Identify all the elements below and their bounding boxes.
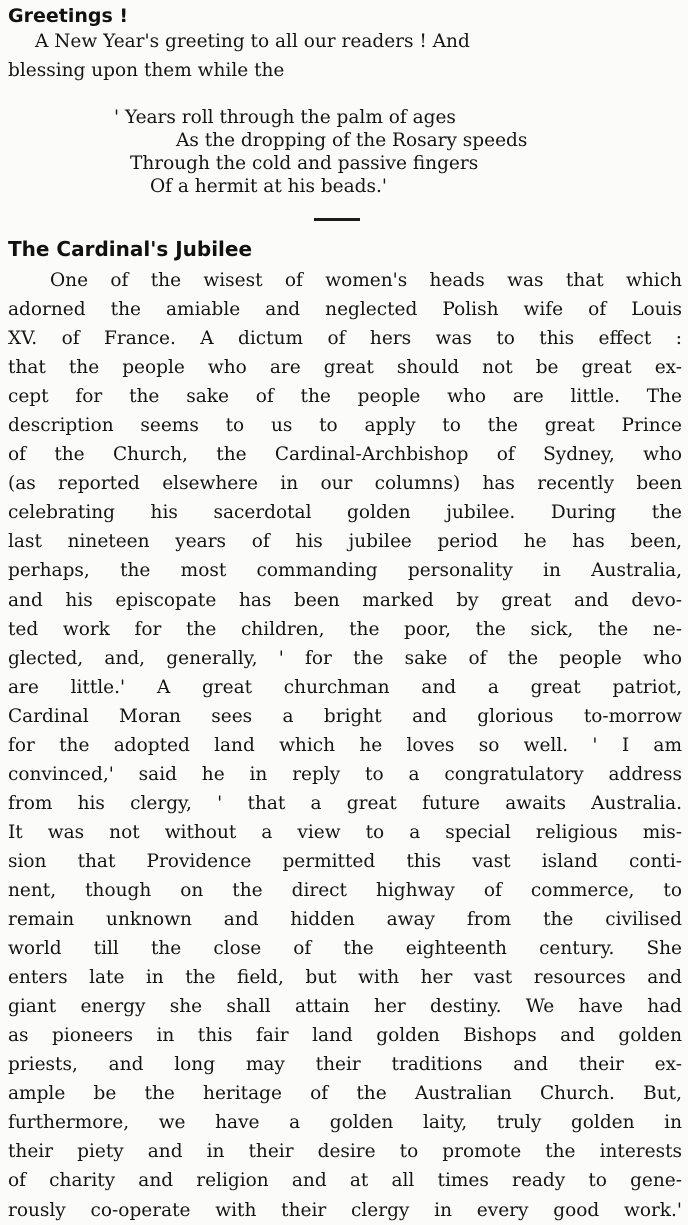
- body-line: world till the close of the eighteenth century. She: [8, 938, 682, 960]
- greetings-line-2: blessing upon them while the: [8, 60, 285, 81]
- body-line: priests, and long may their traditions and their ex-: [8, 1054, 682, 1076]
- poem-line-4: Of a hermit at his beads.': [150, 176, 387, 197]
- body-line: for the adopted land which he loves so well. ' I am: [8, 734, 682, 756]
- body-line: glected, and, generally, ' for the sake of the people who: [8, 647, 682, 669]
- body-line: furthermore, we have a golden laity, truly golden in: [8, 1112, 682, 1134]
- body-line: XV. of France. A dictum of hers was to this effect :: [8, 328, 682, 350]
- body-line: their piety and in their desire to promote the interests: [8, 1141, 682, 1163]
- body-line: of the Church, the Cardinal-Archbishop of Sydney, who: [8, 444, 682, 466]
- body-line: description seems to us to apply to the great Prince: [8, 415, 682, 437]
- body-line: It was not without a view to a special religious mis-: [8, 821, 682, 843]
- poem-line-1: ' Years roll through the palm of ages: [114, 107, 456, 128]
- body-line: enters late in the field, but with her vast resources and: [8, 967, 682, 989]
- body-line: giant energy she shall attain her destiny. We have had: [8, 996, 682, 1018]
- jubilee-heading: The Cardinal's Jubilee: [8, 237, 253, 261]
- body-line: last nineteen years of his jubilee period he has been,: [8, 531, 682, 553]
- body-line: ted work for the children, the poor, the sick, the ne-: [8, 618, 682, 640]
- body-line: of charity and religion and at all times ready to gene-: [8, 1170, 682, 1192]
- body-line: celebrating his sacerdotal golden jubilee. During the: [8, 502, 682, 524]
- jubilee-body: [8, 266, 682, 1225]
- poem-line-3: Through the cold and passive fingers: [130, 153, 479, 174]
- body-line: adorned the amiable and neglected Polish wife of Louis: [8, 299, 682, 321]
- body-line: that the people who are great should not be great ex-: [8, 357, 682, 379]
- body-line: are little.' A great churchman and a great patriot,: [8, 676, 682, 698]
- body-line: One of the wisest of women's heads was that which: [50, 270, 682, 291]
- body-line: sion that Providence permitted this vast island conti-: [8, 850, 682, 872]
- body-line: convinced,' said he in reply to a congratulatory address: [8, 763, 682, 785]
- section-divider: [314, 218, 360, 221]
- body-line: and his episcopate has been marked by great and devo-: [8, 589, 682, 611]
- poem-line-2: As the dropping of the Rosary speeds: [176, 130, 528, 151]
- body-line: from his clergy, ' that a great future awaits Australia.: [8, 792, 682, 814]
- body-line: as pioneers in this fair land golden Bishops and golden: [8, 1025, 682, 1047]
- body-line: rously co-operate with their clergy in every good work.': [8, 1199, 682, 1221]
- body-line: perhaps, the most commanding personality in Australia,: [8, 560, 682, 582]
- body-line: Cardinal Moran sees a bright and glorious to-morrow: [8, 705, 682, 727]
- body-line: (as reported elsewhere in our columns) has recently been: [8, 473, 682, 495]
- body-line: cept for the sake of the people who are little. The: [8, 386, 682, 408]
- body-line: remain unknown and hidden away from the civilised: [8, 909, 682, 931]
- body-line: nent, though on the direct highway of commerce, to: [8, 879, 682, 901]
- greetings-heading: Greetings !: [8, 5, 129, 27]
- greetings-line-1: A New Year's greeting to all our readers ! And: [35, 31, 470, 52]
- body-line: ample be the heritage of the Australian Church. But,: [8, 1083, 682, 1105]
